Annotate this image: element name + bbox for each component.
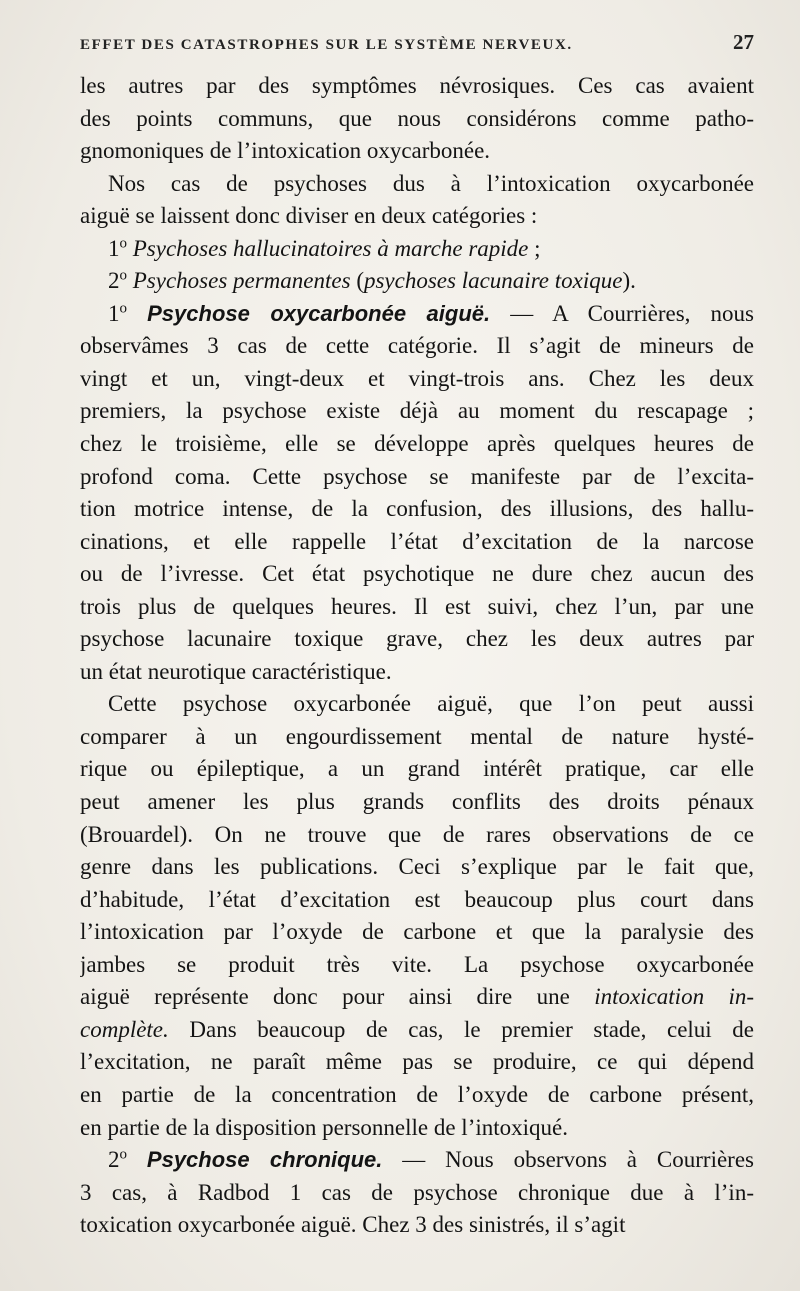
text-line: chez le troisième, elle se développe après quelques heures de (80, 431, 754, 457)
list-number: 2 (108, 268, 120, 294)
text-line: Cette psychose oxycarbonée aiguë, que l’on peut aussi (108, 691, 754, 717)
text-line (80, 233, 754, 266)
text-line: tion motrice intense, de la confusion, des illusions, des hallu- (80, 496, 754, 522)
line-text: Dans beaucoup de cas, le premier stade, celui de (168, 1016, 754, 1042)
ordinal-marker: o (119, 1146, 127, 1163)
text-line: l’excitation, ne paraît même pas se produire, ce qui dépend (80, 1049, 754, 1075)
text-line: comparer à un engourdissement mental de nature hysté- (80, 723, 754, 749)
text-line: 3 cas, à Radbod 1 cas de psychose chronique due à l’in- (80, 1179, 754, 1205)
list-number: 1 (108, 235, 120, 261)
text-line: ou de l’ivresse. Cet état psychotique ne dure chez aucun des (80, 561, 754, 587)
text-line (80, 981, 754, 1014)
text-line (80, 1014, 754, 1047)
text-line: trois plus de quelques heures. Il est suivi, chez l’un, par une (80, 593, 754, 619)
page-number: 27 (733, 30, 754, 54)
text-line: toxication oxycarbonée aiguë. Chez 3 des sinistrés, il s’agit (80, 1212, 626, 1238)
line-text: aiguë représente donc pour ainsi dire une (80, 984, 595, 1010)
text-line: genre dans les publications. Ceci s’explique par le fait que, (80, 854, 754, 880)
line-text: ). (622, 268, 636, 294)
text-line: jambes se produit très vite. La psychose oxycarbonée (80, 951, 754, 977)
text-line: (Brouardel). On ne trouve que de rares observations de ce (80, 821, 754, 847)
text-line: les autres par des symptômes névrosiques. Ces cas avaient (80, 73, 754, 98)
text-line: gnomoniques de l’intoxication oxycarbonée. (80, 138, 491, 164)
line-text: — A Courrières, nous (490, 300, 754, 326)
italic-text: complète. (80, 1016, 169, 1042)
line-text: ; (528, 235, 541, 261)
text-line: cinations, et elle rappelle l’état d’excitation de la narcose (80, 528, 754, 554)
text-line: des points communs, que nous considérons comme patho- (80, 105, 754, 131)
text-line: d’habitude, l’état d’excitation est beaucoup plus court dans (80, 886, 754, 912)
text-line: rique ou épileptique, a un grand intérêt pratique, car elle (80, 756, 754, 782)
text-line: profond coma. Cette psychose se manifeste par de l’excita- (80, 463, 754, 489)
text-line: observâmes 3 cas de cette catégorie. Il s’agit de mineurs de (80, 333, 754, 359)
section-heading: Psychose chronique. (146, 1147, 383, 1173)
text-line (80, 265, 754, 298)
text-line: l’intoxication par l’oxyde de carbone et que la paralysie des (80, 919, 754, 945)
text-line: peut amener les plus grands conflits des droits pénaux (80, 789, 754, 815)
text-line: premiers, la psychose existe déjà au moment du rescapage ; (80, 398, 754, 424)
ordinal-marker: o (119, 267, 127, 284)
text-line (80, 1144, 754, 1177)
line-text: — Nous observons à Courrières (382, 1147, 754, 1173)
text-line: psychose lacunaire toxique grave, chez les deux autres par (80, 626, 754, 652)
italic-text: Psychoses permanentes (132, 268, 351, 294)
text-line: en partie de la concentration de l’oxyde de carbone présent, (80, 1081, 754, 1107)
text-line (80, 298, 754, 331)
italic-text: psychoses lacunaire toxique (363, 268, 623, 294)
text-line: aiguë se laissent donc diviser en deux catégories : (80, 203, 538, 229)
running-title: EFFET DES CATASTROPHES SUR LE SYSTÈME NERVEUX. (80, 37, 573, 53)
text-line: un état neurotique caractéristique. (80, 658, 392, 684)
body-text (80, 70, 754, 1242)
list-number: 2 (108, 1147, 120, 1173)
ordinal-marker: o (119, 235, 127, 252)
italic-text: Psychoses hallucinatoires à marche rapide (132, 235, 529, 261)
text-line: vingt et un, vingt-deux et vingt-trois ans. Chez les deux (80, 365, 754, 391)
text-line: en partie de la disposition personnelle de l’intoxiqué. (80, 1114, 568, 1140)
line-text: ( (350, 268, 364, 294)
italic-text: intoxication in- (594, 984, 754, 1010)
list-number: 1 (108, 300, 120, 326)
page-header (80, 30, 754, 66)
section-heading: Psychose oxycarbonée aiguë. (147, 300, 491, 326)
ordinal-marker: o (119, 300, 127, 317)
text-line: Nos cas de psychoses dus à l’intoxication oxycarbonée (108, 170, 754, 196)
